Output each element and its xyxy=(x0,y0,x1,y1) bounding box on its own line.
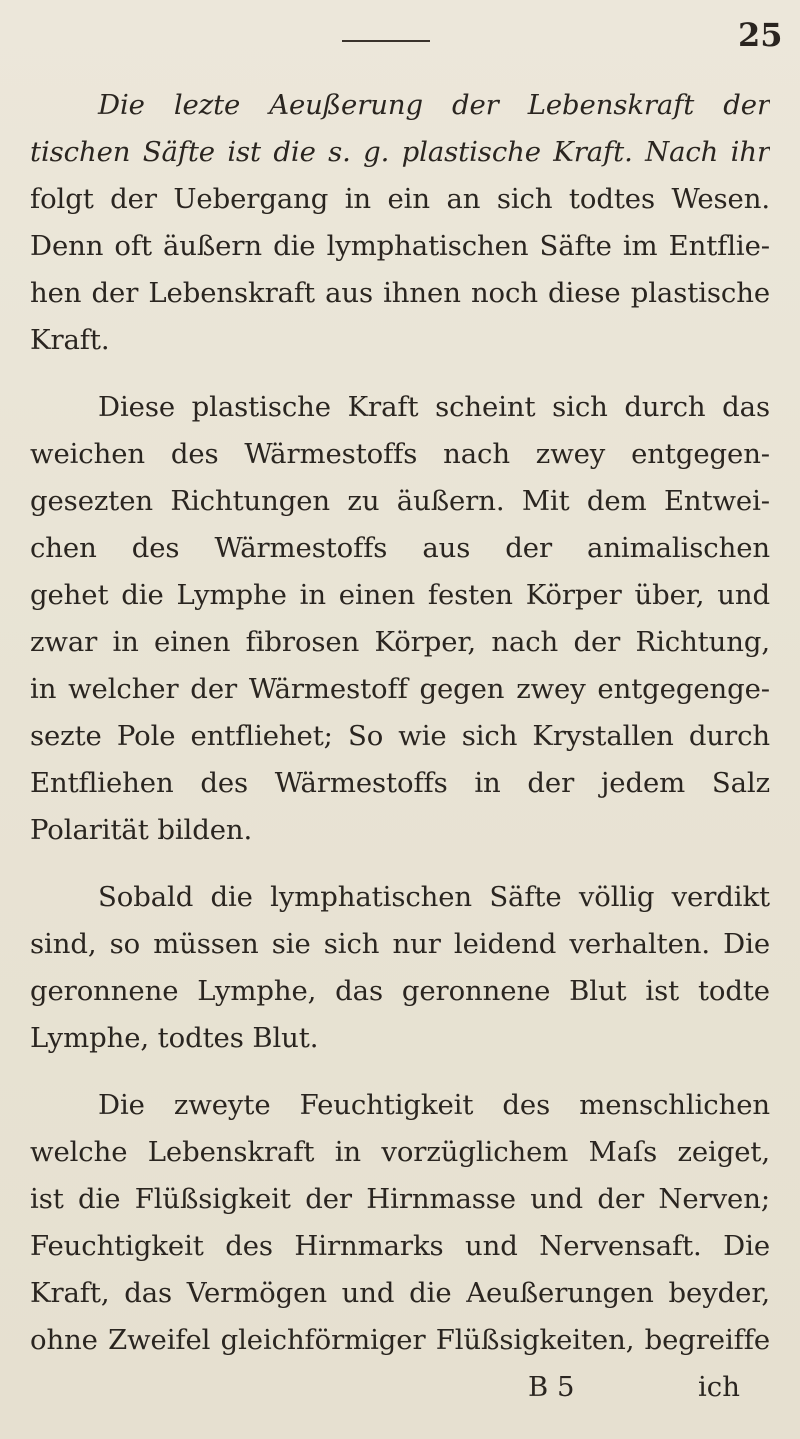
text-line: Sobald die lymphatischen Säfte völlig verdikt xyxy=(98,881,770,913)
text-line: in welcher der Wärmestoff gegen zwey entgegenge- xyxy=(30,673,770,705)
header-rule xyxy=(342,40,430,42)
text-line: chen des Wärmestoffs aus der animalischen xyxy=(30,532,770,564)
text-line: Kraft, das Vermögen und die Aeußerungen beyder, xyxy=(30,1277,770,1309)
text-line: Denn oft äußern die lymphatischen Säfte im Entflie- xyxy=(30,230,770,262)
page-body xyxy=(30,82,770,1411)
text-line: Diese plastische Kraft scheint sich durch das xyxy=(98,391,770,423)
text-line: welche Lebenskraft in vorzüglichem Maſs zeiget, xyxy=(30,1136,770,1168)
text-line: ist die Flüßsigkeit der Hirnmasse und der Nerven; xyxy=(30,1183,770,1215)
text-line: ohne Zweifel gleichförmiger Flüßsigkeiten, begreiffe xyxy=(30,1324,770,1356)
text-line: Polarität bilden. xyxy=(30,814,253,846)
text-line: weichen des Wärmestoffs nach zwey entgegen- xyxy=(30,438,770,470)
text-line: gehet die Lymphe in einen festen Körper über, und xyxy=(30,579,770,611)
signature-mark: B 5 xyxy=(528,1371,575,1403)
text-line: zwar in einen fibrosen Körper, nach der Richtung, xyxy=(30,626,770,658)
text-line: Feuchtigkeit des Hirnmarks und Nervensaft. Die xyxy=(30,1230,770,1262)
text-line: hen der Lebenskraft aus ihnen noch diese plastische xyxy=(30,277,770,309)
text-line: Lymphe, todtes Blut. xyxy=(30,1022,319,1054)
text-line: Die lezte Aeußerung der Lebenskraft der xyxy=(98,89,770,121)
text-line: Die zweyte Feuchtigkeit des menschlichen xyxy=(98,1089,770,1121)
page-footer xyxy=(30,1364,770,1411)
catchword: ich xyxy=(698,1371,740,1403)
text-line: gesezten Richtungen zu äußern. Mit dem Entwei- xyxy=(30,485,770,517)
text-line: Entfliehen des Wärmestoffs in der jedem Salz xyxy=(30,767,770,799)
text-line: sind, so müssen sie sich nur leidend verhalten. Die xyxy=(30,928,770,960)
text-line: geronnene Lymphe, das geronnene Blut ist todte xyxy=(30,975,770,1007)
page-number: 25 xyxy=(738,16,783,54)
text-line: sezte Pole entfliehet; So wie sich Krystallen durch xyxy=(30,720,770,752)
text-line: folgt der Uebergang in ein an sich todtes Wesen. xyxy=(30,183,770,215)
text-line: tischen Säfte ist die s. g. plastische Kraft. Nach ihr xyxy=(30,136,770,168)
text-line: Kraft. xyxy=(30,324,110,356)
